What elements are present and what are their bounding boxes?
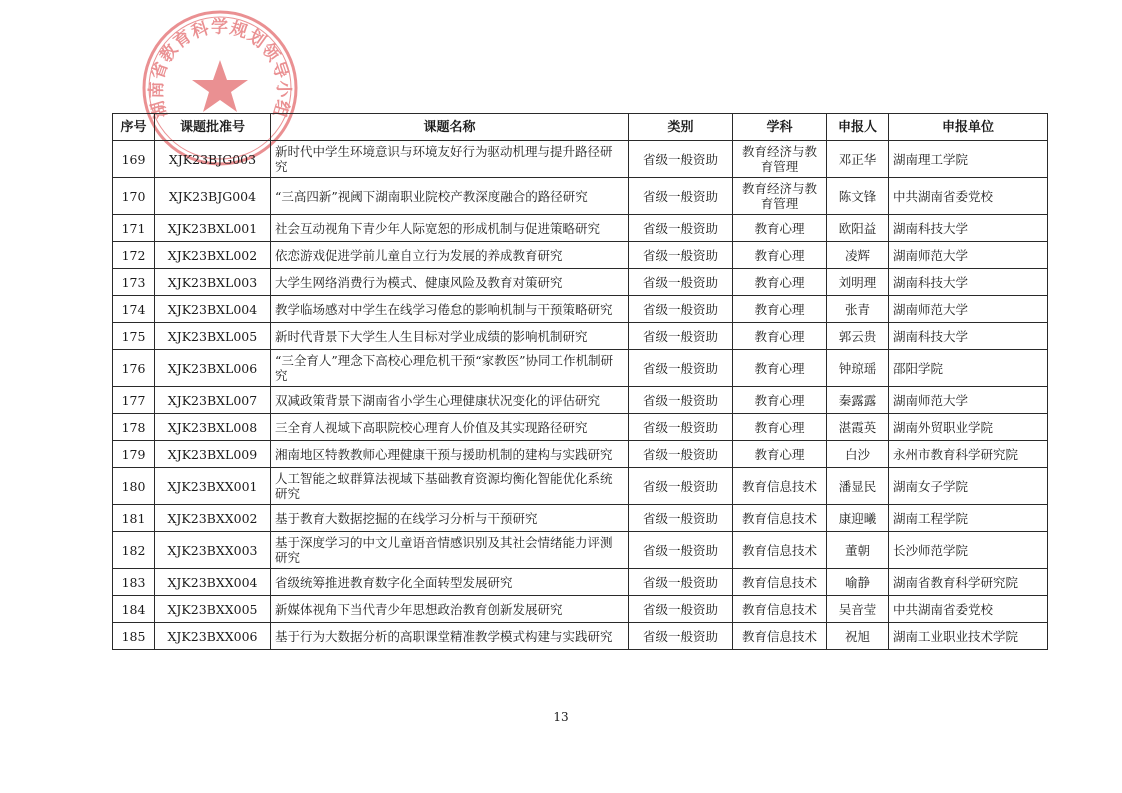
col-institution-cell: 湖南理工学院 xyxy=(889,141,1048,178)
col-project-title-cell: 基于行为大数据分析的高职课堂精准教学模式构建与实践研究 xyxy=(271,623,629,650)
col-category-cell: 省级一般资助 xyxy=(629,441,733,468)
col-serial-cell: 179 xyxy=(113,441,155,468)
col-serial-cell: 177 xyxy=(113,387,155,414)
col-project-title-cell: 教学临场感对中学生在线学习倦怠的影响机制与干预策略研究 xyxy=(271,296,629,323)
col-applicant-cell: 秦露露 xyxy=(827,387,889,414)
col-approval-no-cell: XJK23BXL004 xyxy=(155,296,271,323)
col-serial-cell: 172 xyxy=(113,242,155,269)
col-subject-cell: 教育信息技术 xyxy=(733,623,827,650)
col-category-cell: 省级一般资助 xyxy=(629,215,733,242)
col-project-title-cell: 省级统筹推进教育数字化全面转型发展研究 xyxy=(271,569,629,596)
col-serial-cell: 183 xyxy=(113,569,155,596)
col-serial-cell: 170 xyxy=(113,178,155,215)
col-category-cell: 省级一般资助 xyxy=(629,569,733,596)
col-category-cell: 省级一般资助 xyxy=(629,468,733,505)
col-institution-cell: 湖南省教育科学研究院 xyxy=(889,569,1048,596)
col-serial-cell: 178 xyxy=(113,414,155,441)
col-subject-cell: 教育经济与教育管理 xyxy=(733,178,827,215)
col-category-cell: 省级一般资助 xyxy=(629,323,733,350)
col-approval-no-cell: XJK23BJG003 xyxy=(155,141,271,178)
col-approval-no-cell: XJK23BJG004 xyxy=(155,178,271,215)
col-institution-cell: 湖南师范大学 xyxy=(889,296,1048,323)
col-category-cell: 省级一般资助 xyxy=(629,505,733,532)
table-row xyxy=(113,505,1048,532)
col-category-cell: 省级一般资助 xyxy=(629,141,733,178)
col-institution-cell: 湖南外贸职业学院 xyxy=(889,414,1048,441)
table-row xyxy=(113,441,1048,468)
col-subject-cell: 教育心理 xyxy=(733,350,827,387)
table-row xyxy=(113,623,1048,650)
project-table xyxy=(112,113,1048,650)
col-serial-cell: 169 xyxy=(113,141,155,178)
col-institution-cell: 长沙师范学院 xyxy=(889,532,1048,569)
col-project-title-cell: 基于教育大数据挖掘的在线学习分析与干预研究 xyxy=(271,505,629,532)
table-row xyxy=(113,269,1048,296)
col-subject-cell: 教育信息技术 xyxy=(733,505,827,532)
col-subject-cell: 教育信息技术 xyxy=(733,596,827,623)
col-subject-cell: 教育心理 xyxy=(733,441,827,468)
col-category-cell: 省级一般资助 xyxy=(629,387,733,414)
col-applicant-cell: 欧阳益 xyxy=(827,215,889,242)
col-subject-cell: 教育心理 xyxy=(733,242,827,269)
svg-text:湖南省教育科学规划领导小组: 湖南省教育科学规划领导小组 xyxy=(146,17,294,121)
col-institution-cell: 湖南科技大学 xyxy=(889,215,1048,242)
table-row xyxy=(113,350,1048,387)
col-institution-cell: 湖南科技大学 xyxy=(889,269,1048,296)
col-project-title-cell: 社会互动视角下青少年人际宽恕的形成机制与促进策略研究 xyxy=(271,215,629,242)
table-row xyxy=(113,178,1048,215)
col-applicant-cell: 潘显民 xyxy=(827,468,889,505)
table-row xyxy=(113,296,1048,323)
col-approval-no-cell: XJK23BXX005 xyxy=(155,596,271,623)
col-approval-no-cell: XJK23BXX004 xyxy=(155,569,271,596)
col-category-cell: 省级一般资助 xyxy=(629,596,733,623)
col-approval-no-cell: XJK23BXX006 xyxy=(155,623,271,650)
header-col-approval-no: 课题批准号 xyxy=(155,114,271,141)
col-serial-cell: 173 xyxy=(113,269,155,296)
table-row xyxy=(113,414,1048,441)
col-project-title-cell: “三全育人”理念下高校心理危机干预“家教医”协同工作机制研究 xyxy=(271,350,629,387)
col-serial-cell: 176 xyxy=(113,350,155,387)
col-project-title-cell: “三高四新”视阈下湖南职业院校产教深度融合的路径研究 xyxy=(271,178,629,215)
col-project-title-cell: 三全育人视域下高职院校心理育人价值及其实现路径研究 xyxy=(271,414,629,441)
col-subject-cell: 教育信息技术 xyxy=(733,532,827,569)
col-applicant-cell: 祝旭 xyxy=(827,623,889,650)
table-row xyxy=(113,569,1048,596)
col-project-title-cell: 依恋游戏促进学前儿童自立行为发展的养成教育研究 xyxy=(271,242,629,269)
col-project-title-cell: 新媒体视角下当代青少年思想政治教育创新发展研究 xyxy=(271,596,629,623)
col-subject-cell: 教育心理 xyxy=(733,215,827,242)
col-category-cell: 省级一般资助 xyxy=(629,532,733,569)
col-applicant-cell: 陈文锋 xyxy=(827,178,889,215)
col-project-title-cell: 新时代中学生环境意识与环境友好行为驱动机理与提升路径研究 xyxy=(271,141,629,178)
col-serial-cell: 185 xyxy=(113,623,155,650)
col-applicant-cell: 刘明理 xyxy=(827,269,889,296)
col-serial-cell: 181 xyxy=(113,505,155,532)
col-applicant-cell: 吴音莹 xyxy=(827,596,889,623)
col-subject-cell: 教育信息技术 xyxy=(733,468,827,505)
col-category-cell: 省级一般资助 xyxy=(629,178,733,215)
table-row xyxy=(113,323,1048,350)
col-applicant-cell: 喻静 xyxy=(827,569,889,596)
col-serial-cell: 174 xyxy=(113,296,155,323)
col-project-title-cell: 基于深度学习的中文儿童语音情感识别及其社会情绪能力评测研究 xyxy=(271,532,629,569)
col-subject-cell: 教育心理 xyxy=(733,296,827,323)
col-category-cell: 省级一般资助 xyxy=(629,242,733,269)
col-approval-no-cell: XJK23BXL006 xyxy=(155,350,271,387)
col-applicant-cell: 白沙 xyxy=(827,441,889,468)
col-subject-cell: 教育信息技术 xyxy=(733,569,827,596)
col-approval-no-cell: XJK23BXL007 xyxy=(155,387,271,414)
col-institution-cell: 湖南工程学院 xyxy=(889,505,1048,532)
col-institution-cell: 湖南工业职业技术学院 xyxy=(889,623,1048,650)
header-col-serial: 序号 xyxy=(113,114,155,141)
col-subject-cell: 教育心理 xyxy=(733,414,827,441)
header-col-category: 类别 xyxy=(629,114,733,141)
col-applicant-cell: 张青 xyxy=(827,296,889,323)
col-applicant-cell: 钟琼瑶 xyxy=(827,350,889,387)
col-subject-cell: 教育心理 xyxy=(733,269,827,296)
col-approval-no-cell: XJK23BXX003 xyxy=(155,532,271,569)
col-serial-cell: 180 xyxy=(113,468,155,505)
col-applicant-cell: 湛霞英 xyxy=(827,414,889,441)
table-row xyxy=(113,387,1048,414)
col-category-cell: 省级一般资助 xyxy=(629,269,733,296)
col-serial-cell: 171 xyxy=(113,215,155,242)
col-subject-cell: 教育心理 xyxy=(733,323,827,350)
col-approval-no-cell: XJK23BXL002 xyxy=(155,242,271,269)
table-header-row xyxy=(113,114,1048,141)
header-col-institution: 申报单位 xyxy=(889,114,1048,141)
col-applicant-cell: 邓正华 xyxy=(827,141,889,178)
col-project-title-cell: 大学生网络消费行为模式、健康风险及教育对策研究 xyxy=(271,269,629,296)
col-institution-cell: 湖南师范大学 xyxy=(889,242,1048,269)
col-project-title-cell: 双减政策背景下湖南省小学生心理健康状况变化的评估研究 xyxy=(271,387,629,414)
header-col-subject: 学科 xyxy=(733,114,827,141)
col-approval-no-cell: XJK23BXX002 xyxy=(155,505,271,532)
table-row xyxy=(113,596,1048,623)
table-row xyxy=(113,141,1048,178)
col-institution-cell: 邵阳学院 xyxy=(889,350,1048,387)
table-row xyxy=(113,215,1048,242)
table-body xyxy=(113,141,1048,650)
col-approval-no-cell: XJK23BXL001 xyxy=(155,215,271,242)
col-approval-no-cell: XJK23BXX001 xyxy=(155,468,271,505)
col-subject-cell: 教育心理 xyxy=(733,387,827,414)
col-institution-cell: 湖南科技大学 xyxy=(889,323,1048,350)
col-project-title-cell: 人工智能之蚁群算法视域下基础教育资源均衡化智能优化系统研究 xyxy=(271,468,629,505)
col-institution-cell: 湖南女子学院 xyxy=(889,468,1048,505)
table-row xyxy=(113,242,1048,269)
col-institution-cell: 永州市教育科学研究院 xyxy=(889,441,1048,468)
col-category-cell: 省级一般资助 xyxy=(629,296,733,323)
col-serial-cell: 184 xyxy=(113,596,155,623)
col-approval-no-cell: XJK23BXL008 xyxy=(155,414,271,441)
col-institution-cell: 中共湖南省委党校 xyxy=(889,596,1048,623)
col-applicant-cell: 凌辉 xyxy=(827,242,889,269)
col-approval-no-cell: XJK23BXL005 xyxy=(155,323,271,350)
col-category-cell: 省级一般资助 xyxy=(629,414,733,441)
table-row xyxy=(113,468,1048,505)
col-subject-cell: 教育经济与教育管理 xyxy=(733,141,827,178)
col-approval-no-cell: XJK23BXL003 xyxy=(155,269,271,296)
col-applicant-cell: 董朝 xyxy=(827,532,889,569)
page-number: 13 xyxy=(553,710,569,724)
col-project-title-cell: 湘南地区特教教师心理健康干预与援助机制的建构与实践研究 xyxy=(271,441,629,468)
col-project-title-cell: 新时代背景下大学生人生目标对学业成绩的影响机制研究 xyxy=(271,323,629,350)
col-applicant-cell: 康迎曦 xyxy=(827,505,889,532)
col-serial-cell: 175 xyxy=(113,323,155,350)
col-applicant-cell: 郭云贵 xyxy=(827,323,889,350)
header-col-applicant: 申报人 xyxy=(827,114,889,141)
table-row xyxy=(113,532,1048,569)
col-serial-cell: 182 xyxy=(113,532,155,569)
col-category-cell: 省级一般资助 xyxy=(629,350,733,387)
col-institution-cell: 湖南师范大学 xyxy=(889,387,1048,414)
header-col-project-title: 课题名称 xyxy=(271,114,629,141)
col-approval-no-cell: XJK23BXL009 xyxy=(155,441,271,468)
col-category-cell: 省级一般资助 xyxy=(629,623,733,650)
col-institution-cell: 中共湖南省委党校 xyxy=(889,178,1048,215)
